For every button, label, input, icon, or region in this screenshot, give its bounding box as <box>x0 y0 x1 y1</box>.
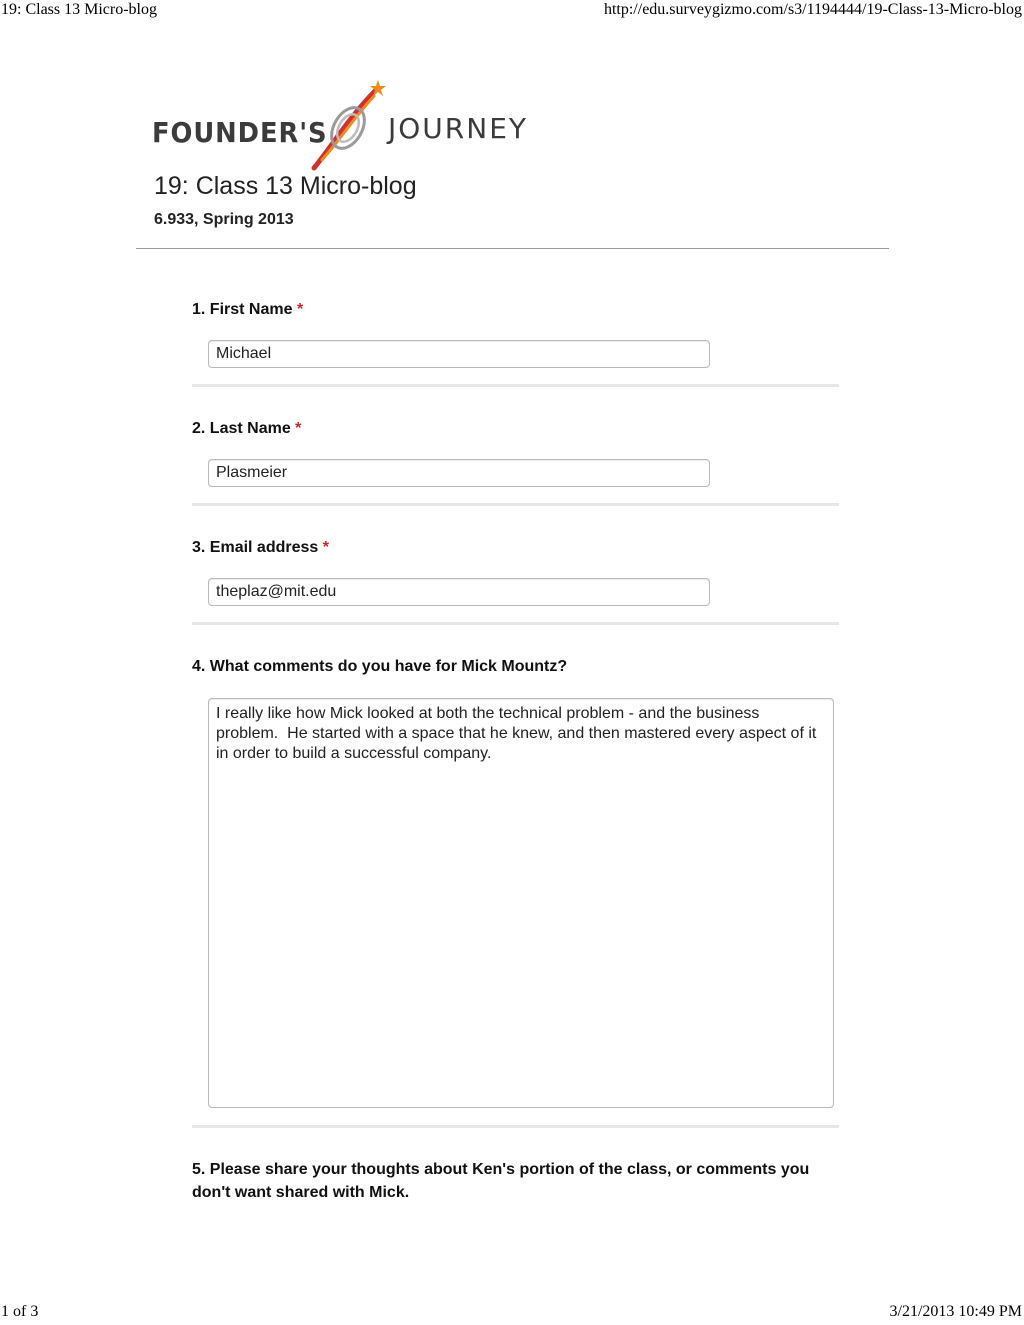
question-label: 3. Email address <box>192 539 319 556</box>
question-divider <box>192 1125 839 1128</box>
required-marker: * <box>295 420 302 437</box>
question-first-name <box>192 298 842 321</box>
first-name-input[interactable]: Michael <box>208 340 710 368</box>
question-label: 2. Last Name <box>192 420 291 437</box>
question-divider <box>192 503 839 506</box>
question-divider <box>192 384 839 387</box>
print-footer <box>0 1302 1024 1324</box>
question-label: 5. Please share your thoughts about Ken's portion of the class, or comments you don't want shared with Mick. <box>192 1161 810 1201</box>
question-label: 4. What comments do you have for Mick Mountz? <box>192 658 568 675</box>
header-divider <box>136 248 889 249</box>
question-email <box>192 536 842 559</box>
email-input[interactable]: theplaz@mit.edu <box>208 578 710 606</box>
page-title-header: 19: Class 13 Micro-blog <box>1 1 157 18</box>
question-ken-thoughts <box>192 1158 842 1204</box>
logo-word-journey: JOURNEY <box>388 112 528 145</box>
page-count: 1 of 3 <box>1 1303 39 1320</box>
mick-comments-textarea[interactable]: I really like how Mick looked at both the technical problem - and the business problem. He started with a space that he knew, and then mastered every aspect of it in order to build a successful company. <box>208 698 834 1108</box>
survey-title: 19: Class 13 Micro-blog <box>154 172 417 200</box>
founders-journey-logo <box>152 76 528 172</box>
question-divider <box>192 622 839 625</box>
logo-word-founders: FOUNDER'S <box>152 116 328 149</box>
question-last-name <box>192 417 842 440</box>
print-timestamp: 3/21/2013 10:49 PM <box>889 1303 1022 1320</box>
print-header <box>0 0 1024 22</box>
required-marker: * <box>322 539 329 556</box>
question-label: 1. First Name <box>192 301 293 318</box>
logo-swirl-icon <box>302 76 392 172</box>
page-url[interactable]: http://edu.surveygizmo.com/s3/1194444/19-Class-13-Micro-blog <box>603 1 1022 18</box>
question-mick-comments <box>192 655 842 678</box>
survey-subtitle: 6.933, Spring 2013 <box>154 211 294 228</box>
required-marker: * <box>296 301 304 318</box>
last-name-input[interactable]: Plasmeier <box>208 459 710 487</box>
